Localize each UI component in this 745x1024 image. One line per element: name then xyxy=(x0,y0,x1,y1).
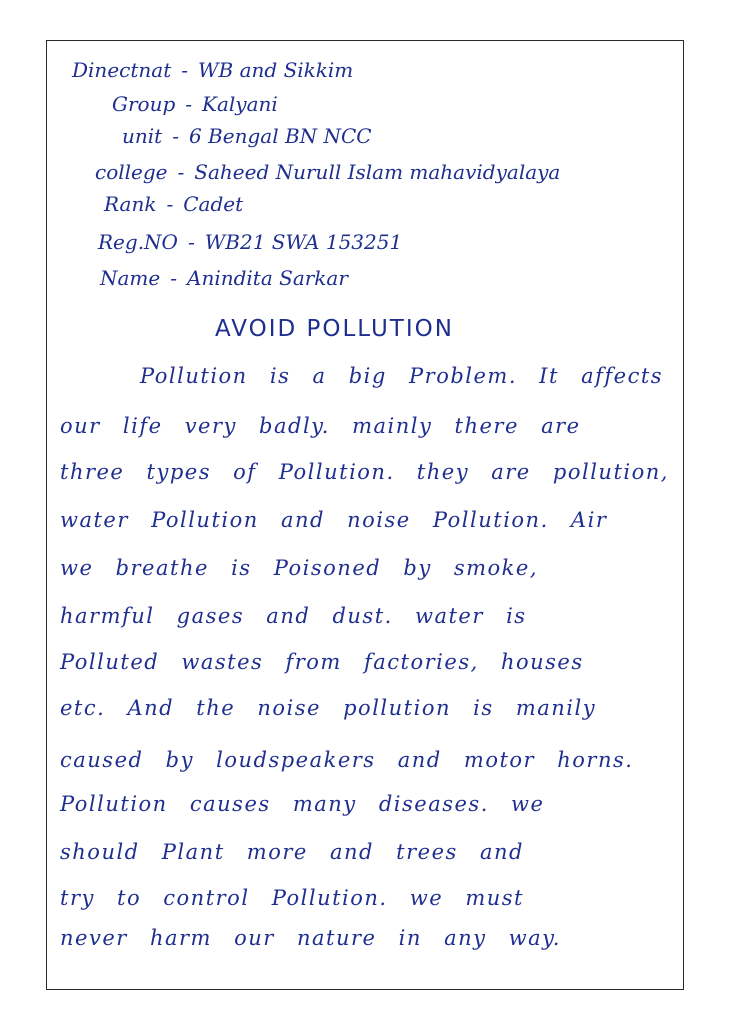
header-value: 6 Bengal BN NCC xyxy=(188,124,372,148)
header-value: Kalyani xyxy=(202,92,278,116)
body-line: we breathe is Poisoned by smoke, xyxy=(60,556,539,580)
header-value: WB21 SWA 153251 xyxy=(204,230,403,254)
header-label: Name xyxy=(100,266,161,290)
header-label: Group xyxy=(112,92,176,116)
header-row-directorate: Dinectnat - WB and Sikkim xyxy=(72,58,354,82)
header-row-group: Group - Kalyani xyxy=(112,92,278,116)
header-label: Dinectnat xyxy=(72,58,172,82)
body-line: Polluted wastes from factories, houses xyxy=(60,650,584,674)
header-label: Reg.NO xyxy=(98,230,178,254)
header-label: unit xyxy=(122,124,163,148)
body-line: water Pollution and noise Pollution. Air xyxy=(60,508,608,532)
body-line: etc. And the noise pollution is manily xyxy=(60,696,597,720)
header-label: college xyxy=(95,160,168,184)
header-row-name: Name - Anindita Sarkar xyxy=(100,266,348,290)
body-line: never harm our nature in any way. xyxy=(60,926,561,950)
header-row-unit: unit - 6 Bengal BN NCC xyxy=(122,124,372,148)
header-value: WB and Sikkim xyxy=(198,58,354,82)
header-row-college: college - Saheed Nurull Islam mahavidyalaya xyxy=(95,160,561,184)
body-line: three types of Pollution. they are pollution, xyxy=(60,460,669,484)
header-label: Rank xyxy=(104,192,157,216)
header-value: Saheed Nurull Islam mahavidyalaya xyxy=(194,160,561,184)
body-line: Pollution is a big Problem. It affects xyxy=(140,364,664,388)
body-line: Pollution causes many diseases. we xyxy=(60,792,545,816)
body-line: our life very badly. mainly there are xyxy=(60,414,581,438)
header-value: Cadet xyxy=(183,192,244,216)
body-line: caused by loudspeakers and motor horns. xyxy=(60,748,634,772)
header-value: Anindita Sarkar xyxy=(187,266,348,290)
essay-title: AVOID POLLUTION xyxy=(215,316,454,342)
body-line: try to control Pollution. we must xyxy=(60,886,525,910)
header-row-reg-no: Reg.NO - WB21 SWA 153251 xyxy=(98,230,403,254)
body-line: should Plant more and trees and xyxy=(60,840,524,864)
header-row-rank: Rank - Cadet xyxy=(104,192,244,216)
body-line: harmful gases and dust. water is xyxy=(60,604,527,628)
